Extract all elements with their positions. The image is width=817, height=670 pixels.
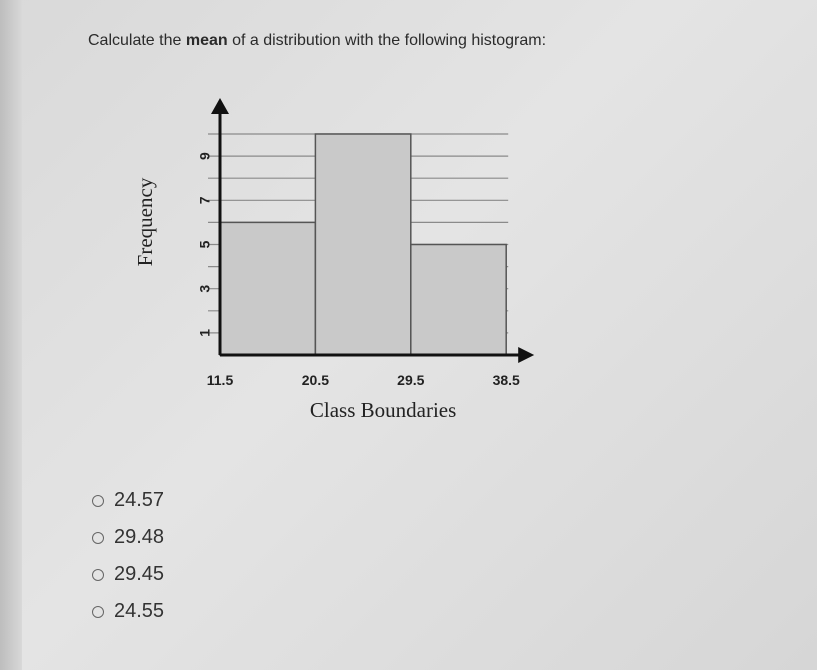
answer-option-4[interactable] (92, 593, 164, 630)
x-tick-label: 38.5 (492, 372, 520, 388)
answer-option-2[interactable] (92, 519, 164, 556)
x-tick-label: 11.5 (206, 372, 234, 388)
y-tick-label: 5 (196, 240, 213, 249)
answer-option-1[interactable] (92, 482, 164, 519)
question-text-end: of a distribution with the following histogram: (227, 32, 547, 49)
y-axis-label: Frequency (133, 177, 157, 267)
answer-option-label: 24.57 (114, 489, 165, 511)
x-axis-arrow (518, 347, 534, 363)
histogram-chart (120, 92, 560, 437)
y-axis-arrow (211, 98, 229, 114)
answer-option-label: 29.45 (114, 563, 165, 585)
histogram-svg (120, 92, 560, 432)
radio-button[interactable] (92, 569, 104, 581)
histogram-bar (220, 222, 315, 355)
answer-options (92, 482, 164, 630)
y-tick-label: 1 (196, 329, 213, 337)
x-tick-label: 20.5 (301, 372, 330, 388)
question-emphasis: mean (185, 32, 228, 49)
y-tick-label: 3 (196, 284, 213, 293)
answer-option-label: 24.55 (114, 600, 165, 622)
radio-button[interactable] (92, 495, 104, 507)
histogram-bar (315, 134, 410, 355)
page-edge-shadow (0, 0, 22, 670)
answer-option-label: 29.48 (114, 526, 165, 548)
histogram-figure (120, 92, 560, 432)
y-tick-label: 9 (196, 152, 213, 160)
answer-option-3[interactable] (92, 556, 164, 593)
question-text-start: Calculate the (88, 32, 186, 49)
x-tick-label: 29.5 (397, 372, 425, 388)
radio-button[interactable] (92, 532, 104, 544)
histogram-bar (411, 245, 506, 356)
y-tick-label: 7 (196, 196, 213, 205)
radio-button[interactable] (92, 606, 104, 618)
question-text (88, 32, 546, 50)
x-axis-label: Class Boundaries (309, 398, 457, 422)
